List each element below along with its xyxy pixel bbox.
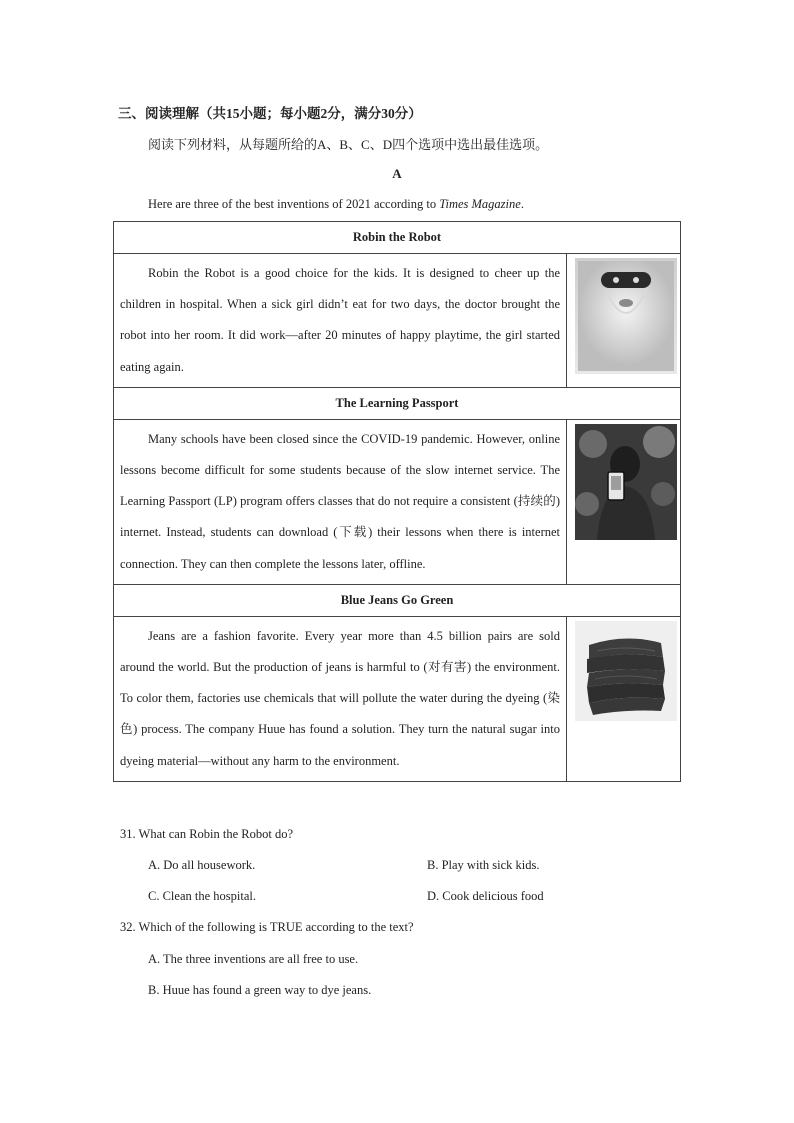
invention-image-cell [567, 616, 681, 781]
intro-end: . [520, 197, 524, 211]
instructions: 阅读下列材料，从每题所给的A、B、C、D四个选项中选出最佳选项。 [148, 137, 549, 152]
student-phone-photo [575, 424, 677, 540]
question-option: A. Do all housework. [148, 858, 256, 872]
question-option: B. Play with sick kids. [427, 858, 540, 872]
section-title: 三、阅读理解（共15小题；每小题2分，满分30分） [118, 106, 422, 121]
invention-image-cell [567, 419, 681, 584]
question-option: B. Huue has found a green way to dye jeans. [148, 983, 372, 997]
invention-title: Robin the Robot [114, 222, 681, 254]
invention-title: Blue Jeans Go Green [114, 584, 681, 616]
question-option: A. The three inventions are all free to use. [148, 952, 359, 966]
invention-description [114, 419, 567, 584]
invention-title: The Learning Passport [114, 387, 681, 419]
jeans-text: Jeans are a fashion favorite. Every year more than 4.5 billion pairs are sold around the world. But the production of jeans is harmful to (对有害) the environment. To color them, factories use chemicals that will pollute the water during the dyeing (染色) process. The company Huue has found a solution. They turn the natural sugar into dyeing material—without any harm to the environment. [120, 628, 560, 768]
question-stem: 31. What can Robin the Robot do? [120, 827, 294, 841]
invention-image-cell [567, 254, 681, 388]
passage-intro [148, 197, 524, 212]
magazine-name: Times Magazine [439, 197, 521, 211]
inventions-table [113, 221, 681, 782]
robot-text: Robin the Robot is a good choice for the kids. It is designed to cheer up the children in hospital. When a sick girl didn’t eat for two days, the doctor brought the robot into her room. It did work—after 20 minutes of happy playtime, the girl started eating again. [120, 266, 560, 374]
invention-description [114, 616, 567, 781]
question-option: D. Cook delicious food [427, 889, 544, 903]
passage-letter: A [392, 166, 402, 181]
jeans-stack-photo [575, 621, 677, 721]
invention-description [114, 254, 567, 388]
question-stem: 32. Which of the following is TRUE according to the text? [120, 920, 414, 934]
intro-text: Here are three of the best inventions of 2021 according to [148, 197, 440, 211]
learning-passport-text: Many schools have been closed since the COVID-19 pandemic. However, online lessons become difficult for some students because of the slow internet service. The Learning Passport (LP) program offers classes that do not require a consistent (持续的) internet. Instead, students can download (下载) their lessons when there is internet connection. They can then complete the lessons later, offline. [120, 431, 560, 571]
robot-photo [575, 258, 677, 374]
question-option: C. Clean the hospital. [148, 889, 256, 903]
